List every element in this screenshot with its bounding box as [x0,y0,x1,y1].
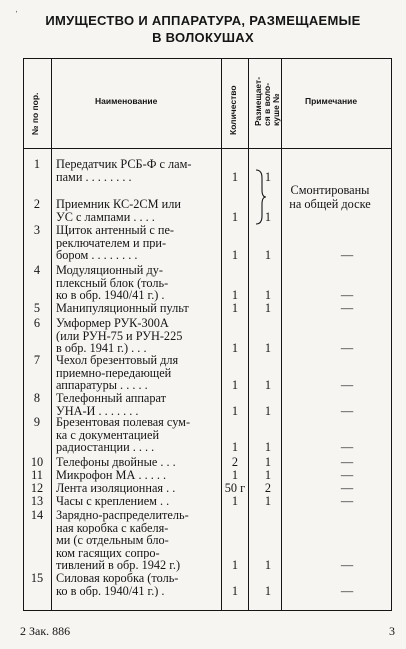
row-item-name-line: Телефонный аппарат [56,392,167,405]
row-item-name-line: бором . . . . . . . . [56,249,138,262]
row-item-name-line: Силовая коробка (толь- [56,572,179,585]
row-item-name-line: приемно-передающей [56,366,172,379]
page-title-line-2: В ВОЛОКУШАХ [152,30,254,45]
header-placement-line: Размещает- [253,76,263,126]
row-item-name-line: Приемник КС-2СМ или [56,198,181,211]
row-number: 13 [30,494,44,508]
row-sledge-number: 1 [264,301,272,315]
row-note: — [340,558,354,572]
row-item-name-line: Телефоны двойные . . . [56,456,176,469]
page-mark: ˌ [15,2,19,13]
footer-left: 2 Зак. 886 [20,624,71,638]
group-note-line: на общей доске [289,197,371,211]
row-sledge-number: 1 [264,248,272,262]
row-note: — [340,455,354,469]
row-item-name [56,482,239,495]
row-item-name-line: тивлений в обр. 1942 г.) [56,559,181,572]
row-number: 10 [30,455,44,469]
row-item-name-line: Зарядно-распределитель- [56,509,189,522]
row-item-name-line: ко в обр. 1940/41 г.) . [56,289,165,302]
row-quantity: 1 [231,494,239,508]
row-quantity: 2 [231,455,239,469]
page-title-line-1: ИМУЩЕСТВО И АППАРАТУРА, РАЗМЕЩАЕМЫЕ [45,13,361,28]
row-item-name [56,264,239,302]
row-note: — [340,494,354,508]
row-item-name [56,509,239,572]
column-divider [281,58,282,611]
row-note: — [340,378,354,392]
row-sledge-number: 1 [264,209,272,224]
row-item-name-line: Модуляционный ду- [56,264,163,277]
row-item-name [56,198,239,223]
group-note [268,183,392,211]
column-divider [51,58,52,611]
footer-right: 3 [389,624,395,638]
row-item-name [56,456,239,469]
row-note: — [340,301,354,315]
row-item-name-line: УНА-И . . . . . . . [56,404,139,417]
row-item-name-line: Передатчик РСБ-Ф с лам- [56,158,192,171]
header-note: Примечание [305,96,358,106]
row-number: 2 [33,197,41,211]
row-quantity: 1 [231,248,239,262]
row-note: — [340,468,354,482]
row-note: — [340,481,354,495]
row-item-name-line: (или РУН-75 и РУН-225 [56,329,183,342]
row-number: 12 [30,481,44,495]
row-item-name-line: ми (с отдельным бло- [56,534,169,547]
row-item-name [56,416,239,454]
row-item-name-line: ка с документацией [56,428,160,441]
row-quantity: 1 [231,288,239,302]
header-placement-line: куше № [271,93,281,126]
row-item-name-line: аппаратуры . . . . . [56,379,148,392]
row-quantity: 1 [231,169,239,184]
row-note: — [340,288,354,302]
row-item-name-line: пами . . . . . . . . [56,170,132,183]
row-quantity: 1 [231,209,239,224]
header-placement-line: ся в воло- [262,82,272,126]
row-number: 14 [30,508,44,522]
header-placement [254,77,281,126]
row-item-name-line: ная коробка с кабеля- [56,521,169,534]
row-quantity: 1 [231,301,239,315]
row-item-name [56,495,239,508]
header-quantity: Количество [228,85,238,135]
row-item-name-line: Чехол брезентовый для [56,354,179,367]
row-item-name-line: Микрофон МА . . . . . [56,469,167,482]
row-quantity: 1 [231,558,239,572]
row-note: — [340,440,354,454]
row-quantity: 1 [231,583,239,598]
row-sledge-number: 1 [264,341,272,355]
row-item-name-line: ком гасящих сопро- [56,546,160,559]
row-item-name-line: реключателем и при- [56,236,167,249]
row-item-name-line: радиостанции . . . . [56,441,155,454]
row-note: — [340,403,354,418]
row-sledge-number: 2 [264,481,272,495]
row-item-name [56,392,239,417]
row-item-name-line: Лента изоляционная . . [56,482,176,495]
row-number: 11 [31,468,43,482]
page-title [0,12,406,46]
row-number: 7 [33,353,41,367]
row-item-name [56,224,239,262]
header-number: № по пор. [30,92,40,135]
row-item-name [56,469,239,482]
row-item-name-line: ко в обр. 1940/41 г.) . [56,584,165,597]
row-quantity: 50 г [224,481,246,495]
group-brace [254,168,266,226]
row-sledge-number: 1 [264,288,272,302]
row-item-name [56,158,239,183]
row-number: 3 [33,223,41,237]
row-sledge-number: 1 [264,583,272,598]
row-quantity: 1 [231,341,239,355]
header-divider [23,148,392,149]
row-quantity: 1 [231,468,239,482]
group-note-line: Смонтированы [290,183,370,197]
row-quantity: 1 [231,403,239,418]
row-sledge-number: 1 [264,440,272,454]
row-number: 6 [33,316,41,330]
row-number: 5 [33,301,41,315]
row-quantity: 1 [231,440,239,454]
row-sledge-number: 1 [264,494,272,508]
row-quantity: 1 [231,378,239,392]
row-sledge-number: 1 [264,169,272,184]
row-item-name [56,302,239,315]
row-item-name [56,317,239,355]
row-item-name-line: в обр. 1941 г.) . . . [56,342,147,355]
row-item-name-line: Щиток антенный с пе- [56,224,175,237]
row-item-name-line: Брезентовая полевая сум- [56,416,191,429]
row-number: 1 [33,157,41,171]
row-item-name-line: плексный блок (толь- [56,276,169,289]
row-sledge-number: 1 [264,455,272,469]
row-item-name [56,572,239,597]
row-item-name-line: Часы с креплением . . [56,495,170,508]
row-number: 9 [33,415,41,429]
row-item-name [56,354,239,392]
row-sledge-number: 1 [264,378,272,392]
row-note: — [340,583,354,598]
row-sledge-number: 1 [264,403,272,418]
column-divider [248,58,249,611]
row-item-name-line: УС с лампами . . . . [56,210,155,223]
row-note: — [340,341,354,355]
row-note: — [340,248,354,262]
row-number: 15 [30,571,44,585]
row-item-name-line: Умформер РУК-300А [56,317,169,330]
row-number: 8 [33,391,41,405]
row-item-name-line: Манипуляционный пульт [56,302,189,315]
row-number: 4 [33,263,41,277]
row-sledge-number: 1 [264,558,272,572]
header-name: Наименование [95,96,158,106]
row-sledge-number: 1 [264,468,272,482]
